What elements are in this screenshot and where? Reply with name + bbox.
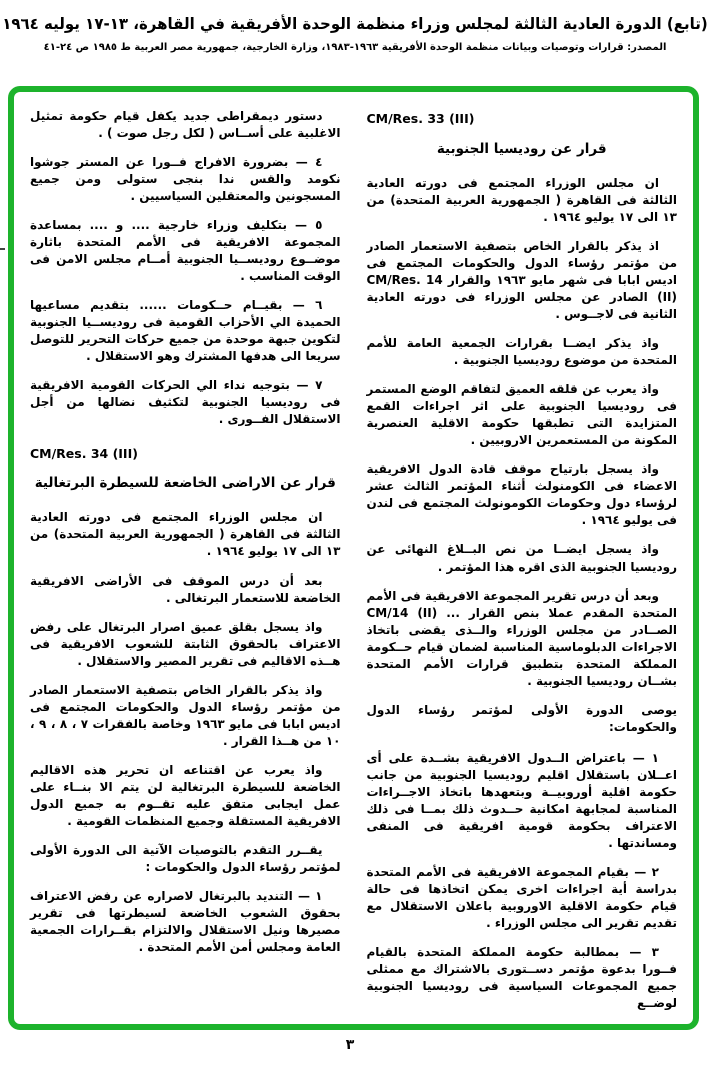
numbered-item: ٢ — بقيام المجموعة الافريقية فى الأمم المتحدة بدراسة أية اجراءات اخرى يمكن اتخاذها فى حالة قيام حكومة الاقلية الاوروبية باعلان الاستقلال مع تقديم تقرير الى مجلس الوزراء .: [366, 864, 677, 931]
resolution-34-heading: قرار عن الاراضى الخاضعة للسيطرة البرتغالية: [34, 475, 336, 492]
numbered-item: ٦ — بقيــام حــكومات ...... بتقديم مساعيها الحميدة الي الأحزاب القومية فى روديســيا الجنوبية لتكوين جبهة موحدة من جميع حركات التحرير للتوصل سريعا الى هدفها المشترك وهو الاستقلال .: [30, 298, 341, 364]
paragraph: واذ يذكر ايضــا بقرارات الجمعية العامة للأمم المتحدة من موضوع روديسيا الجنوبية .: [366, 336, 677, 368]
numbered-item: ١ — باعتراض الــدول الافريقية بشــدة على أى اعــلان باستقلال اقليم روديسيا الجنوبية من جانب حكومة اقلية أوروبيــة وبتعهدها باتخاذ الاجــراءات المناسبة لمجابهة امكانية حــدوث ذلك بمــا فى ذلك الاعتراف بحكومة قومية افريقية فى المنفى ومساندتها .: [366, 750, 677, 850]
scan-margin-mark: [0, 248, 5, 250]
paragraph: يقــرر التقدم بالتوصيات الآتية الى الدورة الأولى لمؤتمر رؤساء الدول والحكومات :: [30, 842, 341, 874]
column-left: [30, 108, 341, 1014]
paragraph: واذ يعرب عن اقتناعه ان تحرير هذه الاقاليم الخاضعة للسيطرة البرتغالية لن يتم الا بنــاء على عمل ايجابى متفق عليه تقــوم به جميع الدول الافريقية المستقلة وجميع المنظمات القومية .: [30, 762, 341, 828]
numbered-item: ٤ — بضرورة الافراج فــورا عن المستر جوشوا نكومد والقس ندا بنجى ستولى ومن جميع المسجونين والمعتقلين السياسيين .: [30, 155, 341, 204]
recommendation-lead-line: يوصى الدورة الأولى لمؤتمر رؤساء الدول والحكومات:: [366, 702, 677, 734]
numbered-item: ٣ — بمطالبة حكومة المملكة المتحدة بالقيام فــورا بدعوة مؤتمر دســتورى بالاشتراك مع ممثلى جميع المجموعات السياسية فى روديسيا الجنوبية لوضــع: [366, 945, 677, 1011]
page-number: ٣: [345, 1037, 355, 1053]
document-title: (تابع) الدورة العادية الثالثة لمجلس وزراء منظمة الوحدة الأفريقية في القاهرة، ١٣-١٧ يوليه ١٩٦٤: [2, 14, 708, 34]
numbered-item: ٧ — بتوجيه نداء الي الحركات القومية الافريقية فى روديسيا الجنوبية لتكثيف نضالها من أجل الاستقلال الفــورى .: [30, 378, 341, 427]
numbered-item: ١ — التنديد بالبرتغال لاصراره عن رفض الاعتراف بحقوق الشعوب الخاضعة لسيطرتها فى تقرير مصيرها ونيل الاستقلال والالتزام بقــرارات الجمعية العامة ومجلس أمن الأمم المتحدة .: [30, 888, 341, 955]
paragraph: بعد أن درس الموقف فى الأراضى الافريقية الخاضعة للاستعمار البرتغالى .: [30, 573, 341, 605]
paragraph: واذ يسجل بارتياح موقف قادة الدول الافريقية الاعضاء فى الكومنولث أثناء المؤتمر الثالث عشر لرؤساء دول وحكومات الكومونولث المجتمع فى لندن فى يوليو ١٩٦٤ .: [366, 462, 677, 528]
resolution-33-heading: قرار عن روديسيا الجنوبية: [436, 140, 607, 157]
resolution-id-33: CM/Res. 33 (III): [366, 111, 475, 126]
source-citation: المصدر: قرارات وتوصيات وبيانات منظمة الوحدة الأفريقية ١٩٦٣-١٩٨٣، وزارة الخارجية، جمهورية مصر العربية ط ١٩٨٥ ص ٢٤-٤١: [43, 42, 667, 53]
paragraph: دستور ديمقراطى جديد يكفل قيام حكومة تمثيل الاغلبية على أســاس ( لكل رجل صوت ) .: [30, 109, 341, 141]
resolution-id-34: CM/Res. 34 (III): [30, 445, 138, 461]
paragraph: واذ يذكر بالقرار الخاص بتصفية الاستعمار الصادر من مؤتمر رؤساء الدول والحكومات المجتمع فى اديس ابابا فى مايو ١٩٦٣ وخاصة بالفقرات ٧ ، ٨ ، ٩ ، ١٠ من هــذا القرار .: [30, 682, 341, 748]
paragraph: واذ يعرب عن قلقه العميق لتفاقم الوضع المستمر فى روديسيا الجنوبية على اثر اجراءات القمع المتزايدة التى تطبقها حكومة الاقلية العنصرية المكونة من المستعمرين الاروبيين .: [366, 382, 677, 448]
paragraph: اذ يذكر بالقرار الخاص بتصفية الاستعمار الصادر من مؤتمر رؤساء الدول والحكومات المجتمع فى اديس ابابا فى شهر مايو ١٩٦٣ والقرار CM/Res. 14 (II) الصادر عن مجلس الوزراء فى دورته العادية الثانية فى لاجــوس .: [366, 239, 677, 322]
page-header: [0, 15, 710, 53]
numbered-item: ٥ — بتكليف وزراء خارجية .... و .... بمساعدة المجموعة الافريقية فى الأمم المتحدة باثارة موضــوع روديســيا الجنوبية أمــام مجلس الامن فى الوقت المناسب .: [30, 218, 341, 284]
column-right: [367, 108, 678, 1014]
paragraph: ان مجلس الوزراء المجتمع فى دورته العادية الثالثة فى القاهرة ( الجمهورية العربية المتحدة) من ١٣ الى ١٧ يوليو ١٩٦٤ .: [366, 175, 677, 224]
paragraph: وبعد أن درس تقرير المجموعة الافريقية فى الأمم المتحدة المقدم عملا بنص القرار ... CM/14 (II) الصــادر من مجلس الوزراء والــذى يقضى باتخاذ الاجراءات الدبلوماسية المناسبة لضمان قيام حــكومة المملكة المتحدة بتطبيق قرارات الأمم المتحدة بشــان روديسيا الجنوبية .: [366, 588, 678, 688]
document-green-frame: [8, 86, 699, 1030]
paragraph: واذ يسجل ايضــا من نص البــلاغ النهائى عن روديسيا الجنوبية الذى اقره هذا المؤتمر .: [366, 542, 677, 574]
paragraph: واذ يسجل بقلق عميق اصرار البرتغال على رفض الاعتراف بالحقوق الثابتة للشعوب الافريقية فى هــذه الاقاليم فى تقرير المصير والاستقلال .: [30, 619, 341, 668]
two-column-layout: [30, 108, 677, 1014]
paragraph: ان مجلس الوزراء المجتمع فى دورته العادية الثالثة فى القاهرة ( الجمهورية العربية المتحدة) من ١٣ الى ١٧ يوليو ١٩٦٤ .: [30, 510, 341, 559]
